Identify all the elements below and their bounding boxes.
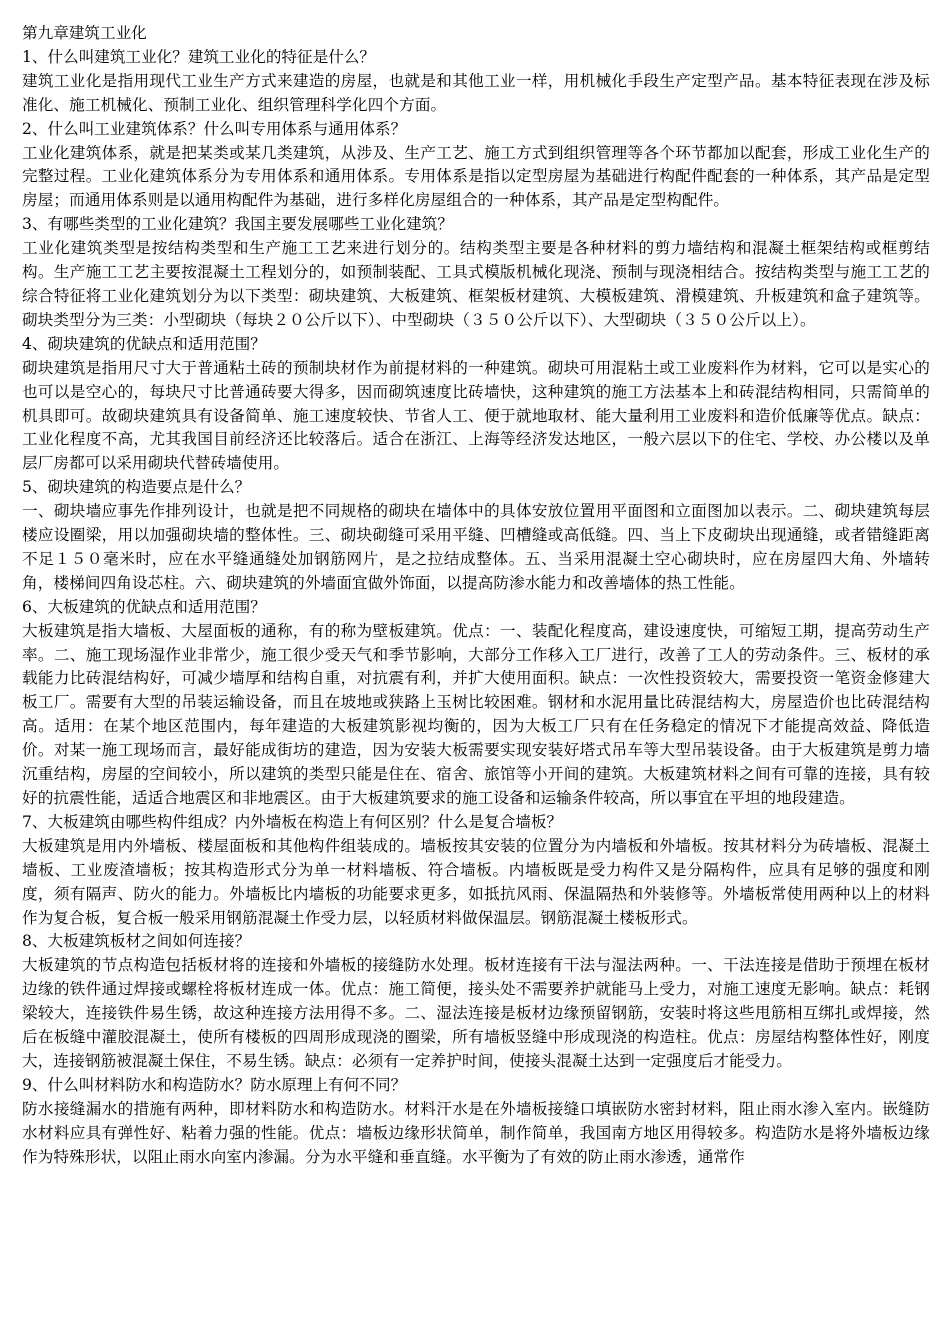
answer-5: 一、砌块墙应事先作排列设计，也就是把不同规格的砌块在墙体中的具体安放位置用平面图和立面图加以表示。二、砌块建筑每层楼应设圈梁，用以加强砌块墙的整体性。三、砌块砌缝可采用平缝、凹槽缝或高低缝。四、当上下皮砌块出现通缝，或者错缝距离不足１５０毫米时，应在水平缝通缝处加钢筋网片，是之拉结成整体。五、当采用混凝土空心砌块时，应在房屋四大角、外墙转角，楼梯间四角设芯柱。六、砌块建筑的外墙面宜做外饰面，以提高防渗水能力和改善墙体的热工性能。 — [22, 502, 930, 592]
answer-2: 工业化建筑体系，就是把某类或某几类建筑，从涉及、生产工艺、施工方式到组织管理等各个环节都加以配套，形成工业化生产的完整过程。工业化建筑体系分为专用体系和通用体系。专用体系是指以定型房屋为基础进行构配件配套的一种体系，其产品是定型房屋；而通用体系则是以通用构配件为基础，进行多样化房屋组合的一种体系，其产品是定型构配件。 — [22, 143, 930, 210]
section-2 — [22, 118, 930, 214]
answer-6: 大板建筑是指大墙板、大屋面板的通称，有的称为壁板建筑。优点：一、装配化程度高，建设速度快，可缩短工期，提高劳动生产率。二、施工现场湿作业非常少，施工很少受天气和季节影响，大部分工作移入工厂进行，改善了工人的劳动条件。三、板材的承载能力比砖混结构好，可减少墙厚和结构自重，对抗震有利，并扩大使用面积。缺点：一次性投资较大，需要投资一笔资金修建大板工厂。需要有大型的吊装运输设备，而且在坡地或狭路上玉树比较困难。钢材和水泥用量比砖混结构大，房屋造价也比砖混结构高。适用：在某个地区范围内，每年建造的大板建筑影视均衡的，因为大板工厂只有在任务稳定的情况下才能提高效益、降低造价。对某一施工现场而言，最好能成街坊的建造，因为安装大板需要实现安装好塔式吊车等大型吊装设备。由于大板建筑是剪力墙沉重结构，房屋的空间较小，所以建筑的类型只能是住在、宿舍、旅馆等小开间的建筑。大板建筑材料之间有可靠的连接，具有较好的抗震性能，适适合地震区和非地震区。由于大板建筑要求的施工设备和运输条件较高，所以事宜在平坦的地段建造。 — [22, 621, 930, 807]
document-page — [22, 22, 930, 1170]
section-1 — [22, 46, 930, 118]
question-5: 5、砌块建筑的构造要点是什么？ — [22, 478, 251, 497]
answer-8: 大板建筑的节点构造包括板材将的连接和外墙板的接缝防水处理。板材连接有干法与湿法两种。一、干法连接是借助于预埋在板材边缘的铁件通过焊接或螺栓将板材连成一体。优点：施工简便，接头处不需要养护就能马上受力，对施工速度无影响。缺点：耗钢梁较大，连接铁件易生锈，故这种连接方法用得不多。二、湿法连接是板材边缘预留钢筋，安装时将这些甩筋相互绑扎或焊接，然后在板缝中灌胶混凝土，使所有楼板的四周形成现浇的圈梁，所有墙板竖缝中形成现浇的构造柱。优点：房屋结构整体性好，刚度大，连接钢筋被混凝土保住，不易生锈。缺点：必须有一定养护时间，使接头混凝土达到一定强度后才能受力。 — [22, 956, 930, 1070]
section-8 — [22, 930, 930, 1073]
section-9 — [22, 1074, 930, 1170]
section-6 — [22, 596, 930, 811]
chapter-title: 第九章建筑工业化 — [22, 24, 147, 42]
question-6: 6、大板建筑的优缺点和适用范围？ — [22, 597, 266, 616]
section-7 — [22, 811, 930, 931]
question-1: 1、什么叫建筑工业化？建筑工业化的特征是什么？ — [22, 47, 375, 66]
question-8: 8、大板建筑板材之间如何连接？ — [22, 932, 251, 951]
answer-1: 建筑工业化是指用现代工业生产方式来建造的房屋，也就是和其他工业一样，用机械化手段生产定型产品。基本特征表现在涉及标准化、施工机械化、预制工业化、组织管理科学化四个方面。 — [22, 71, 930, 114]
answer-4: 砌块建筑是指用尺寸大于普通粘土砖的预制块材作为前提材料的一种建筑。砌块可用混粘土或工业废料作为材料，它可以是实心的也可以是空心的，每块尺寸比普通砖要大得多，因而砌筑速度比砖墙快，这种建筑的施工方法基本上和砖混结构相同，只需简单的机具即可。故砌块建筑具有设备简单、施工速度较快、节省人工、便于就地取材、能大量利用工业废料和造价低廉等优点。缺点：工业化程度不高，尤其我国目前经济还比较落后。适合在浙江、上海等经济发达地区，一般六层以下的住宅、学校、办公楼以及单层厂房都可以采用砌块代替砖墙使用。 — [22, 358, 930, 473]
answer-7: 大板建筑是用内外墙板、楼屋面板和其他构件组装成的。墙板按其安装的位置分为内墙板和外墙板。按其材料分为砖墙板、混凝土墙板、工业废渣墙板；按其构造形式分为单一材料墙板、符合墙板。内墙板既是受力构件又是分隔构件，应具有足够的强度和刚度，须有隔声、防火的能力。外墙板比内墙板的功能要求更多，如抵抗风雨、保温隔热和外装修等。外墙板常使用两种以上的材料作为复合板，复合板一般采用钢筋混凝土作受力层，以轻质材料做保温层。钢筋混凝土楼板形式。 — [22, 836, 930, 927]
section-5 — [22, 476, 930, 596]
question-7: 7、大板建筑由哪些构件组成？内外墙板在构造上有何区别？什么是复合墙板？ — [22, 812, 563, 831]
section-3 — [22, 213, 930, 333]
question-3: 3、有哪些类型的工业化建筑？我国主要发展哪些工业化建筑？ — [22, 215, 453, 234]
section-4 — [22, 333, 930, 476]
answer-3: 工业化建筑类型是按结构类型和生产施工工艺来进行划分的。结构类型主要是各种材料的剪力墙结构和混凝土框架结构或框剪结构。生产施工工艺主要按混凝土工程划分的，如预制装配、工具式模版机械化现浇、预制与现浇相结合。按结构类型与施工工艺的综合特征将工业化建筑划分为以下类型：砌块建筑、大板建筑、框架板材建筑、大模板建筑、滑模建筑、升板建筑和盒子建筑等。砌块类型分为三类：小型砌块（每块２０公斤以下）、中型砌块（３５０公斤以下）、大型砌块（３５０公斤以上）。 — [22, 239, 930, 329]
question-4: 4、砌块建筑的优缺点和适用范围？ — [22, 334, 266, 353]
question-9: 9、什么叫材料防水和构造防水？防水原理上有何不同？ — [22, 1075, 407, 1094]
question-2: 2、什么叫工业建筑体系？什么叫专用体系与通用体系？ — [22, 119, 407, 138]
answer-9: 防水接缝漏水的措施有两种，即材料防水和构造防水。材料汗水是在外墙板接缝口填嵌防水密封材料，阻止雨水渗入室内。嵌缝防水材料应具有弹性好、粘着力强的性能。优点：墙板边缘形状简单，制作简单，我国南方地区用得较多。构造防水是将外墙板边缘作为特殊形状，以阻止雨水向室内渗漏。分为水平缝和垂直缝。水平衡为了有效的防止雨水渗透，通常作 — [22, 1099, 930, 1166]
